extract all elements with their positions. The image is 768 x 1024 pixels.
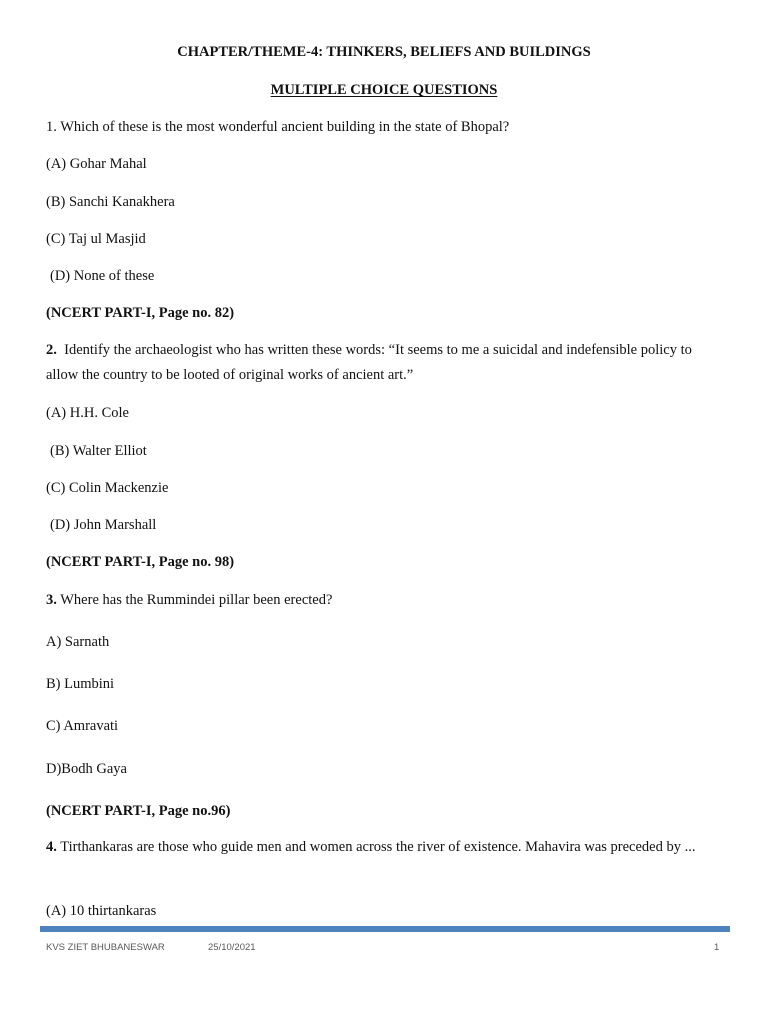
question-number: 3.: [46, 592, 57, 608]
question-number: 4.: [46, 839, 57, 855]
chapter-title: CHAPTER/THEME-4: THINKERS, BELIEFS AND BUILDINGS: [177, 44, 591, 60]
question-number: 2.: [46, 342, 57, 358]
footer-divider: [40, 926, 730, 932]
question-3: [46, 593, 332, 608]
page-number: 1: [714, 942, 720, 953]
option-1c: (C) Taj ul Masjid: [46, 231, 146, 247]
section-heading: MULTIPLE CHOICE QUESTIONS: [270, 82, 498, 98]
option-3a: A) Sarnath: [46, 634, 110, 650]
option-1d: (D) None of these: [50, 268, 155, 284]
question-1: [46, 120, 509, 135]
option-2d: (D) John Marshall: [50, 517, 157, 533]
option-1a: (A) Gohar Mahal: [46, 156, 147, 172]
option-2b: (B) Walter Elliot: [50, 443, 147, 459]
reference-1: (NCERT PART-I, Page no. 82): [46, 305, 235, 321]
option-2c: (C) Colin Mackenzie: [46, 480, 169, 496]
question-text: Which of these is the most wonderful ancient building in the state of Bhopal?: [60, 119, 510, 135]
option-1b: (B) Sanchi Kanakhera: [46, 194, 175, 210]
reference-2: (NCERT PART-I, Page no. 98): [46, 554, 235, 570]
question-2: [46, 338, 726, 388]
option-2a: (A) H.H. Cole: [46, 405, 129, 421]
question-text: Tirthankaras are those who guide men and women across the river of existence. Mahavira was preceded by ...: [60, 839, 696, 855]
reference-3: (NCERT PART-I, Page no.96): [46, 803, 231, 819]
question-number: 1.: [46, 119, 57, 135]
option-3d: D)Bodh Gaya: [46, 761, 127, 777]
footer-organization: KVS ZIET BHUBANESWAR: [46, 942, 165, 953]
question-text: Where has the Rummindei pillar been erected?: [60, 592, 333, 608]
question-text: Identify the archaeologist who has written these words: “It seems to me a suicidal and indefensible policy to allow the country to be looted of original works of ancient art.”: [46, 342, 692, 383]
question-4: [46, 835, 726, 860]
option-3b: B) Lumbini: [46, 676, 115, 692]
option-4a: (A) 10 thirtankaras: [46, 903, 157, 919]
footer-date: 25/10/2021: [208, 942, 256, 953]
option-3c: C) Amravati: [46, 718, 119, 734]
